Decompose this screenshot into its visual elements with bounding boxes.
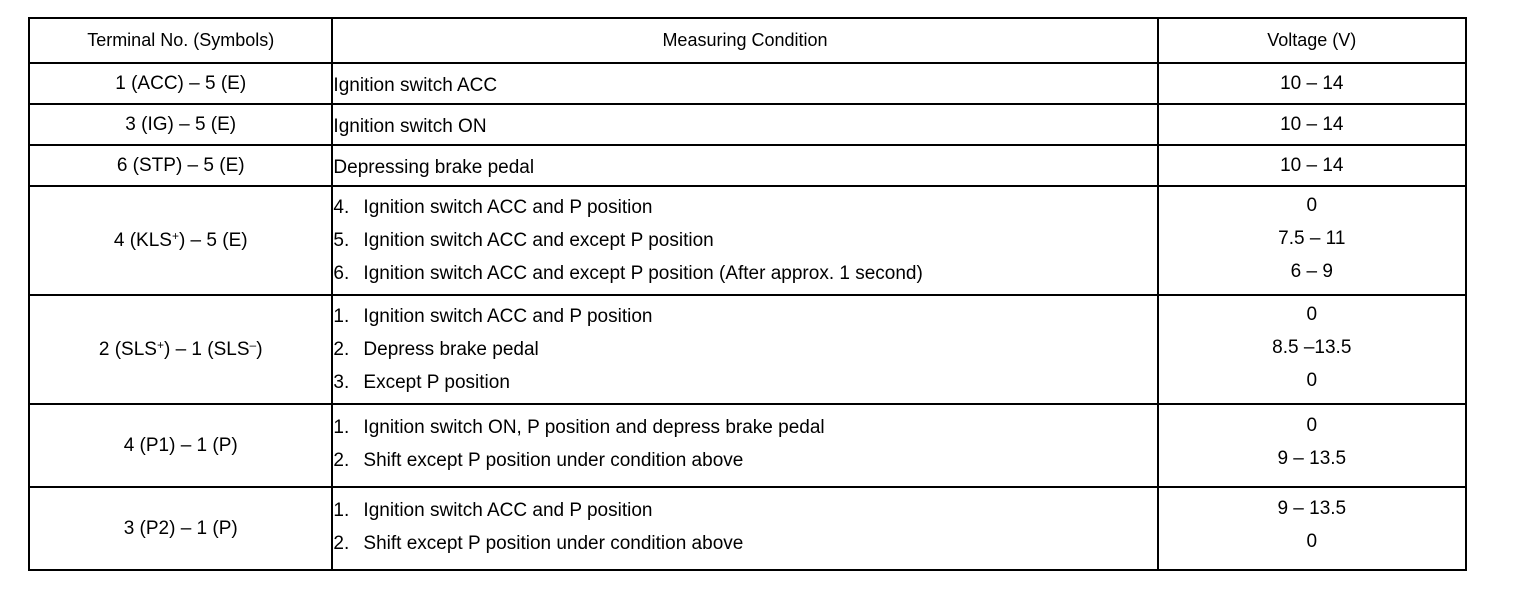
voltage-cell	[1158, 487, 1466, 570]
voltage-cell	[1158, 295, 1466, 404]
condition-line	[333, 332, 1156, 365]
step-number: 4.	[333, 197, 350, 218]
condition-line	[333, 299, 1156, 332]
condition-text: Ignition switch ACC and except P position	[363, 230, 714, 251]
voltage-value: 0	[1306, 195, 1318, 216]
condition-cell	[332, 404, 1157, 487]
table-row	[29, 145, 1466, 186]
condition-text: Ignition switch ACC and P position	[363, 197, 653, 218]
condition-text: Depress brake pedal	[363, 339, 539, 360]
condition-text: Shift except P position under condition above	[363, 450, 744, 471]
terminal-text: 2 (SLS	[98, 339, 157, 360]
condition-text: Depressing brake pedal	[333, 157, 535, 178]
voltage-value: 9 – 13.5	[1277, 498, 1347, 519]
condition-text: Ignition switch ON	[333, 116, 487, 137]
condition-cell	[332, 295, 1157, 404]
terminal-text: ) – 1 (SLS	[163, 339, 250, 360]
step-number: 2.	[333, 339, 350, 360]
voltage-value: 8.5 –13.5	[1272, 337, 1352, 358]
voltage-value: 9 – 13.5	[1277, 448, 1347, 469]
voltage-cell	[1158, 186, 1466, 295]
voltage-cell	[1158, 404, 1466, 487]
step-number: 5.	[333, 230, 350, 251]
voltage-cell	[1158, 63, 1466, 104]
voltage-value: 0	[1306, 531, 1318, 552]
condition-cell	[332, 63, 1157, 104]
condition-line	[333, 223, 1156, 256]
terminal-cell: 3 (P2) – 1 (P)	[29, 487, 332, 570]
step-number: 6.	[333, 263, 350, 284]
polarity-superscript: –	[249, 338, 257, 352]
terminal-cell: 3 (IG) – 5 (E)	[29, 104, 332, 145]
step-number: 1.	[333, 500, 350, 521]
terminal-cell	[29, 295, 332, 404]
condition-text: Shift except P position under condition above	[363, 533, 744, 554]
voltage-value: 10 – 14	[1280, 114, 1344, 135]
condition-text: Except P position	[363, 372, 510, 393]
condition-text: Ignition switch ACC	[333, 75, 498, 96]
condition-line	[333, 190, 1156, 223]
step-number: 2.	[333, 450, 350, 471]
step-number: 2.	[333, 533, 350, 554]
condition-line	[333, 526, 1156, 559]
polarity-superscript: +	[156, 338, 164, 352]
voltage-value: 10 – 14	[1280, 73, 1344, 94]
voltage-cell	[1158, 145, 1466, 186]
header-voltage: Voltage (V)	[1158, 18, 1466, 63]
header-terminal: Terminal No. (Symbols)	[29, 18, 332, 63]
voltage-value: 10 – 14	[1280, 155, 1344, 176]
step-number: 1.	[333, 306, 350, 327]
table-row	[29, 186, 1466, 295]
condition-cell	[332, 487, 1157, 570]
header-condition: Measuring Condition	[332, 18, 1157, 63]
terminal-cell	[29, 186, 332, 295]
terminal-voltage-table	[28, 17, 1467, 571]
voltage-value: 0	[1306, 415, 1318, 436]
condition-line	[333, 365, 1156, 398]
table-header	[29, 18, 1466, 63]
voltage-value: 0	[1306, 304, 1318, 325]
condition-line	[333, 443, 1156, 476]
terminal-text: )	[256, 339, 263, 360]
voltage-cell	[1158, 104, 1466, 145]
terminal-text: 4 (KLS	[113, 230, 172, 251]
terminal-cell: 1 (ACC) – 5 (E)	[29, 63, 332, 104]
condition-cell	[332, 186, 1157, 295]
table-row	[29, 295, 1466, 404]
condition-text: Ignition switch ACC and P position	[363, 500, 653, 521]
condition-cell	[332, 104, 1157, 145]
condition-line	[333, 256, 1156, 289]
table-row	[29, 487, 1466, 570]
header-row	[29, 18, 1466, 63]
condition-line	[333, 493, 1156, 526]
terminal-text: ) – 5 (E)	[178, 230, 248, 251]
polarity-superscript: +	[171, 229, 179, 243]
table-row	[29, 404, 1466, 487]
step-number: 3.	[333, 372, 350, 393]
terminal-cell: 6 (STP) – 5 (E)	[29, 145, 332, 186]
voltage-value: 0	[1306, 370, 1318, 391]
condition-cell	[332, 145, 1157, 186]
voltage-value: 6 – 9	[1290, 261, 1333, 282]
condition-text: Ignition switch ACC and except P position (After approx. 1 second)	[363, 263, 923, 284]
table-row	[29, 104, 1466, 145]
condition-text: Ignition switch ACC and P position	[363, 306, 653, 327]
table-row	[29, 63, 1466, 104]
condition-line	[333, 410, 1156, 443]
terminal-cell: 4 (P1) – 1 (P)	[29, 404, 332, 487]
step-number: 1.	[333, 417, 350, 438]
condition-text: Ignition switch ON, P position and depress brake pedal	[363, 417, 825, 438]
voltage-value: 7.5 – 11	[1278, 228, 1346, 249]
